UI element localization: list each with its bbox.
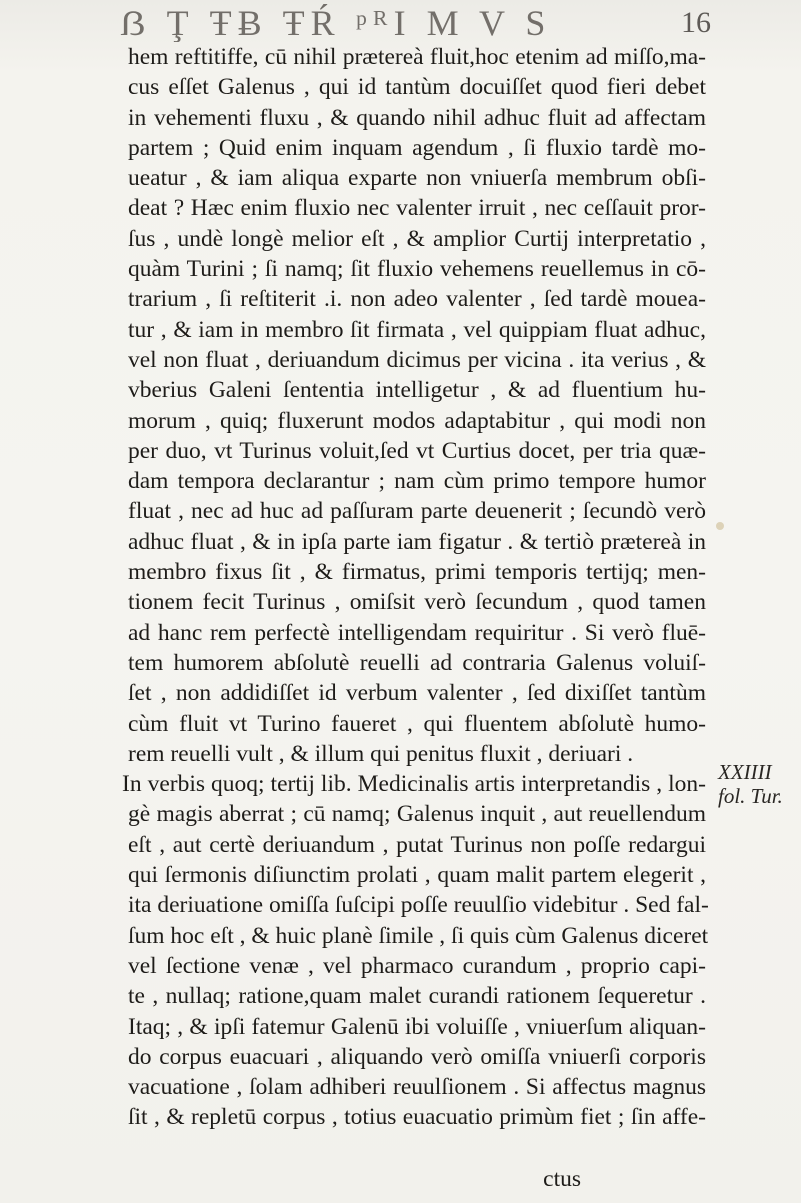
text-line: dam tempora declarantur ; nam cùm primo tempore humor (128, 468, 706, 495)
text-line: hem reftitiffe, cū nihil prætereà fluit,hoc etenim ad miſſo,ma- (128, 44, 706, 70)
marginal-note-reference: fol. Tur. (718, 784, 783, 808)
text-line: tur , & iam in membro ſit firmata , vel quippiam fluat adhuc, (128, 316, 706, 343)
text-line: rem reuelli vult , & illum qui penitus fluxit , deriuari . (128, 740, 634, 767)
text-line: ſit , & repletū corpus , totius euacuatio primùm fiet ; ſin affe- (128, 1104, 706, 1131)
text-line: per duo, vt Turinus voluit,ſed vt Curtius docet, per tria quæ- (128, 437, 706, 464)
page-number: 16 (681, 6, 711, 39)
text-line: morum , quiq; fluxerunt modos adaptabitur , qui modi non (128, 407, 706, 434)
body-text (122, 42, 709, 1133)
text-line: do corpus euacuari , aliquando verò omiſſa vniuerſi corporis (128, 1043, 706, 1070)
text-line: partem ; Quid enim inquam agendum , ſi fluxio tardè mo- (128, 134, 706, 161)
text-line: in vehementi fluxu , & quando nihil adhuc fluit ad affectam (128, 104, 706, 131)
text-line: ad hanc rem perfectè intelligendam requiritur . Si verò fluē- (128, 619, 706, 646)
marginal-note (718, 760, 798, 808)
text-line: In verbis quoq; tertij lib. Medicinalis artis interpretandis , lon- (122, 771, 706, 798)
text-line: membro fixus ſit , & firmatus, primi temporis tertijq; men- (128, 559, 706, 586)
text-line: gè magis aberrat ; cū namq; Galenus inquit , aut reuellendum (128, 801, 706, 828)
text-line: quàm Turini ; ſi namq; ſit fluxio vehemens reuellemus in cō- (128, 256, 706, 283)
text-line: ita deriuatione omiſſa ſuſcipi poſſe reuulſio videbitur . Sed fal- (128, 892, 709, 919)
text-line: fluat , nec ad huc ad paſſuram parte deuenerit ; ſecundò verò (128, 498, 706, 525)
text-line: ſum hoc eſt , & huic planè ſimile , ſi quis cùm Galenus diceret (128, 922, 709, 949)
ink-stain (716, 522, 724, 530)
text-line: deat ? Hæc enim fluxio nec valenter irruit , nec ceſſauit pror- (128, 195, 706, 222)
text-line: ueatur , & iam aliqua exparte non vniuerſa membrum obſi- (128, 165, 706, 192)
text-line: te , nullaq; ratione,quam malet curandi rationem ſequeretur . (128, 983, 706, 1010)
text-line: ſus , undè longè melior eſt , & amplior Curtij interpretatio , (128, 225, 706, 252)
text-line: Itaq; , & ipſi fatemur Galenū ibi voluiſſe , vniuerſum aliquan- (128, 1013, 706, 1040)
running-head: ẞ Ţ ŦɃ ŦŔ ᵖᴿI M V S (120, 3, 552, 42)
text-line: ſet , non addidiſſet id verbum valenter , ſed dixiſſet tantùm (128, 680, 706, 707)
text-line: vel non fluat , deriuandum dicimus per vicina . ita verius , & (128, 346, 706, 373)
text-line: tem humorem abſolutè reuelli ad contraria Galenus voluiſ- (128, 649, 706, 676)
text-line: tionem fecit Turinus , omiſsit verò ſecundum , quod tamen (128, 589, 706, 616)
text-line: vel ſectione venæ , vel pharmaco curandum , proprio capi- (128, 952, 706, 979)
catchword: ctus (543, 1166, 581, 1192)
text-line: vacuatione , ſolam adhiberi reuulſionem . Si affectus magnus (128, 1074, 706, 1101)
text-line: cus eſſet Galenus , qui id tantùm docuiſſet quod fieri debet (128, 74, 706, 101)
marginal-note-number: XXIIII (718, 760, 772, 784)
text-line: qui ſermonis diſiunctim prolati , quam malit partem elegerit , (128, 862, 706, 889)
text-line: cùm fluit vt Turino faueret , qui fluentem abſolutè humo- (128, 710, 706, 737)
text-line: vberius Galeni ſententia intelligetur , & ad fluentium hu- (128, 377, 706, 404)
text-line: eſt , aut certè deriuandum , putat Turinus non poſſe redargui (128, 831, 706, 858)
text-line: adhuc fluat , & in ipſa parte iam figatur . & tertiò prætereà in (128, 528, 706, 555)
text-line: trarium , ſi reſtiterit .i. non adeo valenter , ſed tardè mouea- (128, 286, 706, 313)
